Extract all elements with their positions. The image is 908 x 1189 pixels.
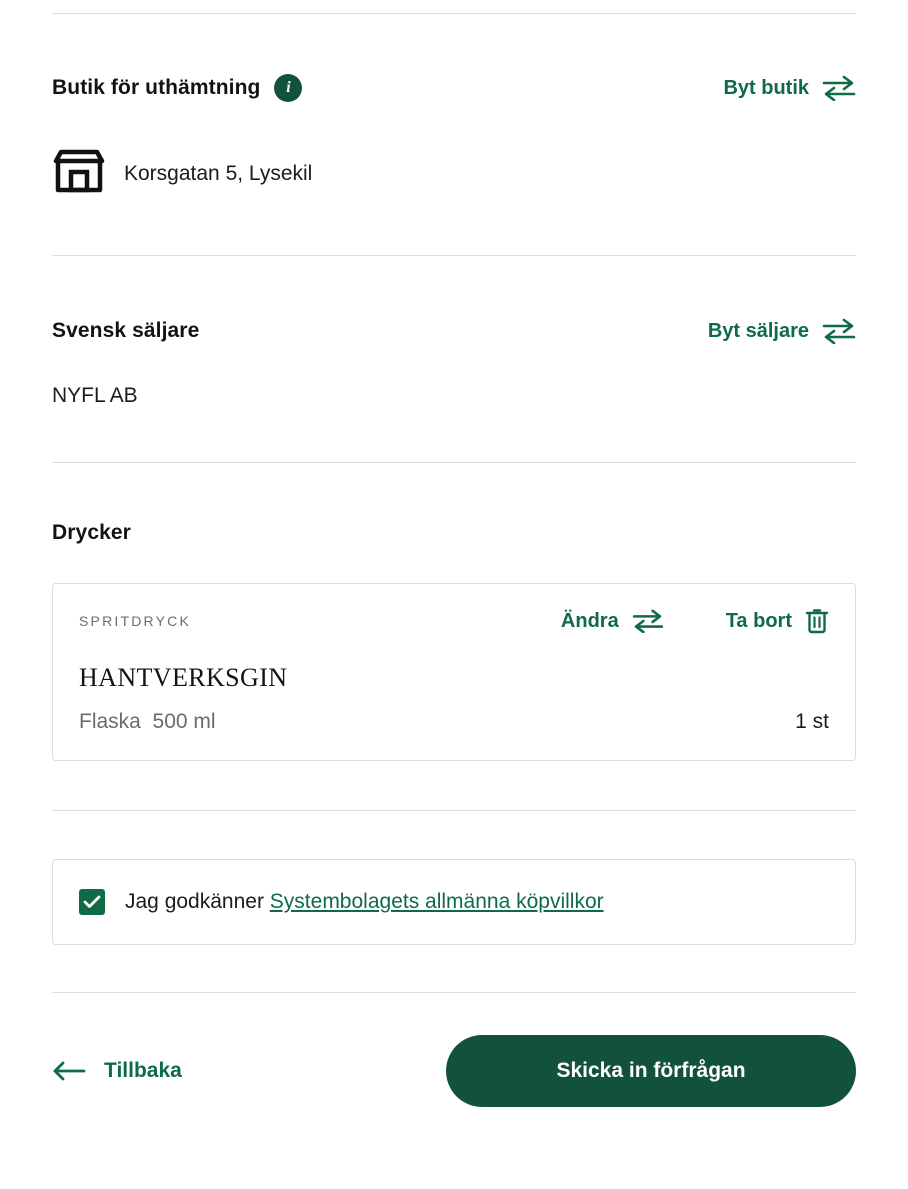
change-seller-label: Byt säljare [707, 319, 809, 342]
checkout-page [0, 13, 908, 1189]
remove-product-label: Ta bort [725, 609, 792, 632]
product-name: HANTVERKSGIN [79, 663, 288, 692]
seller-title: Svensk säljare [52, 319, 200, 342]
store-address-row [52, 149, 856, 198]
product-container: Flaska [79, 710, 141, 733]
seller-header [52, 318, 856, 344]
change-store-button[interactable] [723, 75, 856, 101]
terms-card [52, 859, 856, 945]
product-card [52, 583, 856, 761]
product-actions [561, 608, 829, 634]
back-button-label: Tillbaka [104, 1059, 182, 1082]
product-category: SPRITDRYCK [79, 613, 191, 629]
remove-product-button[interactable] [726, 608, 829, 634]
pickup-store-title: Butik för uthämtning [52, 76, 261, 99]
edit-product-button[interactable] [561, 609, 664, 633]
drinks-title: Drycker [52, 521, 131, 544]
product-meta-row [79, 710, 829, 734]
terms-checkbox[interactable] [79, 889, 105, 915]
seller-name: NYFL AB [52, 384, 138, 407]
change-seller-button[interactable] [708, 318, 856, 344]
product-size [79, 710, 216, 734]
drinks-section [0, 463, 908, 545]
arrow-left-icon [52, 1061, 86, 1081]
submit-request-button[interactable]: Skicka in förfrågan [446, 1035, 856, 1107]
swap-arrows-icon [632, 609, 664, 633]
info-icon[interactable]: i [274, 74, 302, 102]
swap-arrows-icon [822, 318, 856, 344]
product-volume: 500 ml [152, 710, 216, 733]
divider-footer [52, 992, 856, 993]
terms-link[interactable]: Systembolagets allmänna köpvillkor [269, 890, 604, 913]
pickup-store-section [0, 14, 908, 198]
edit-product-label: Ändra [560, 609, 619, 632]
product-quantity: 1 st [795, 710, 829, 733]
terms-text-prefix: Jag godkänner [125, 890, 264, 913]
pickup-store-title-group [52, 74, 302, 102]
change-store-label: Byt butik [723, 76, 809, 99]
seller-section [0, 256, 908, 408]
swap-arrows-icon [822, 75, 856, 101]
divider-after-drinks [52, 810, 856, 811]
terms-text [125, 890, 604, 914]
store-address: Korsgatan 5, Lysekil [124, 161, 313, 185]
product-top-row [79, 608, 829, 634]
trash-icon [805, 608, 829, 634]
back-button[interactable] [52, 1059, 182, 1083]
pickup-store-header [52, 74, 856, 102]
store-icon [52, 149, 106, 198]
footer-actions [0, 1035, 908, 1107]
